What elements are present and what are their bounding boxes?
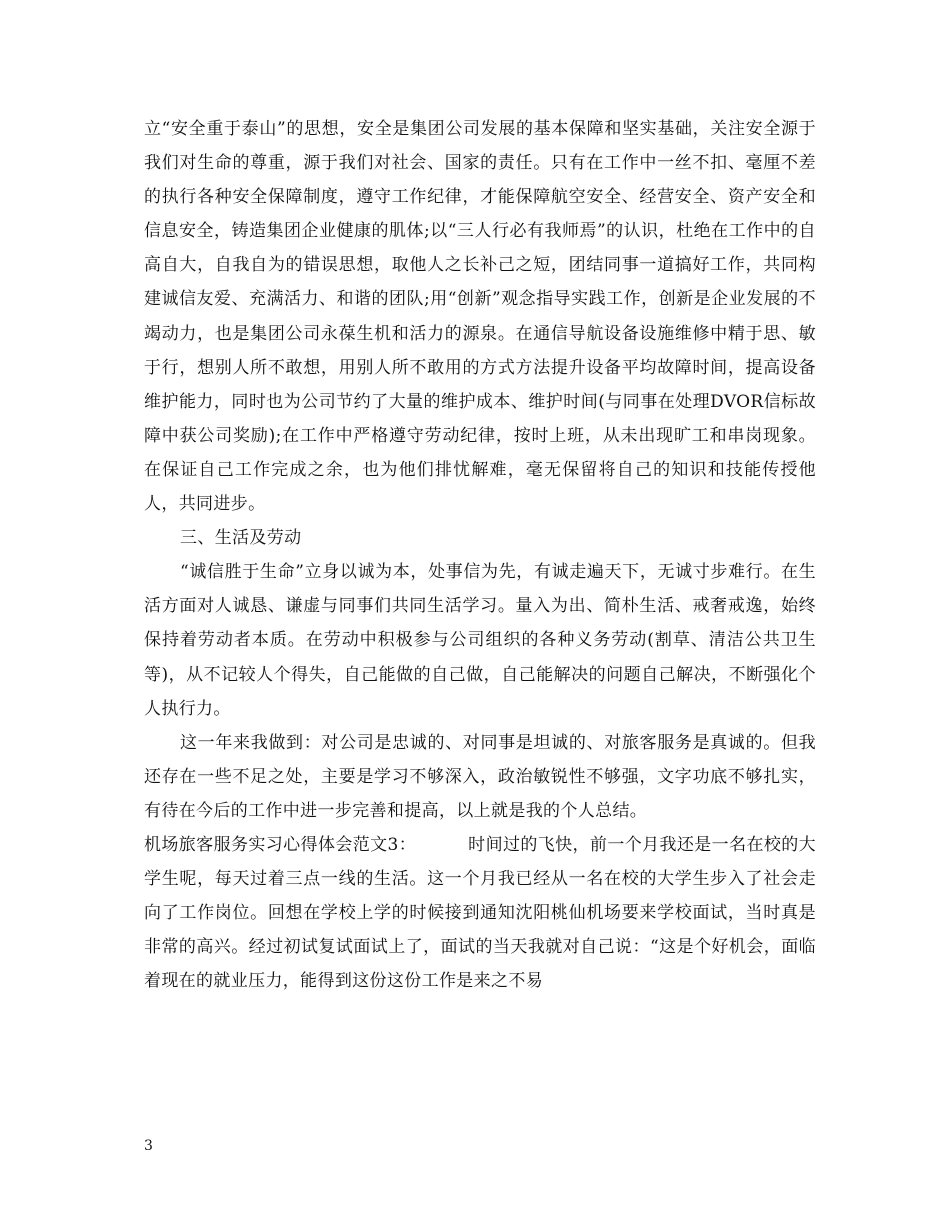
document-body <box>144 112 816 998</box>
paragraph-summary: 这一年来我做到：对公司是忠诚的、对同事是坦诚的、对旅客服务是真诚的。但我还存在一些不足之处，主要是学习不够深入，政治敏锐性不够强，文字功底不够扎实，有待在今后的工作中进一步完善和提高，以上就是我的个人总结。 <box>144 732 816 821</box>
paragraph-sample-essay <box>144 828 816 998</box>
sample-essay-title: 机场旅客服务实习心得体会范文3： <box>144 834 417 855</box>
sample-essay-body: 时间过的飞快，前一个月我还是一名在校的大学生呢，每天过着三点一线的生活。这一个月我已经从一名在校的大学生步入了社会走向了工作岗位。回想在学校上学的时候接到通知沈阳桃仙机场要来学校面试，当时真是非常的高兴。经过初试复试面试上了，面试的当天我就对自己说：“这是个好机会，面临着现在的就业压力，能得到这份这份工作是来之不易 <box>144 834 817 992</box>
paragraph-safety: 立“安全重于泰山”的思想，安全是集团公司发展的基本保障和坚实基础，关注安全源于我们对生命的尊重，源于我们对社会、国家的责任。只有在工作中一丝不扣、毫厘不差的执行各种安全保障制度，遵守工作纪律，才能保障航空安全、经营安全、资产安全和信息安全，铸造集团企业健康的肌体;以“三人行必有我师焉”的认识，杜绝在工作中的自高自大，自我自为的错误思想，取他人之长补己之短，团结同事一道搞好工作，共同构建诚信友爱、充满活力、和谐的团队;用“创新”观念指导实践工作，创新是企业发展的不竭动力，也是集团公司永葆生机和活力的源泉。在通信导航设备设施维修中精于思、敏于行，想别人所不敢想，用别人所不敢用的方式方法提升设备平均故障时间，提高设备维护能力，同时也为公司节约了大量的维护成本、维护时间(与同事在处理DVOR信标故障中获公司奖励);在工作中严格遵守劳动纪律，按时上班，从未出现旷工和串岗现象。在保证自己工作完成之余，也为他们排忧解难，毫无保留将自己的知识和技能传授他人，共同进步。 <box>144 119 816 515</box>
paragraph-integrity: “诚信胜于生命”立身以诚为本，处事信为先，有诚走遍天下，无诚寸步难行。在生活方面对人诚恳、谦虚与同事们共同生活学习。量入为出、简朴生活、戒奢戒逸，始终保持着劳动者本质。在劳动中积极参与公司组织的各种义务劳动(割草、清洁公共卫生等)，从不记较人个得失，自己能做的自己做，自己能解决的问题自己解决，不断强化个人执行力。 <box>144 562 816 719</box>
section-heading-life-and-labor: 三、生活及劳动 <box>180 528 302 549</box>
page-number: 3 <box>144 1138 153 1154</box>
